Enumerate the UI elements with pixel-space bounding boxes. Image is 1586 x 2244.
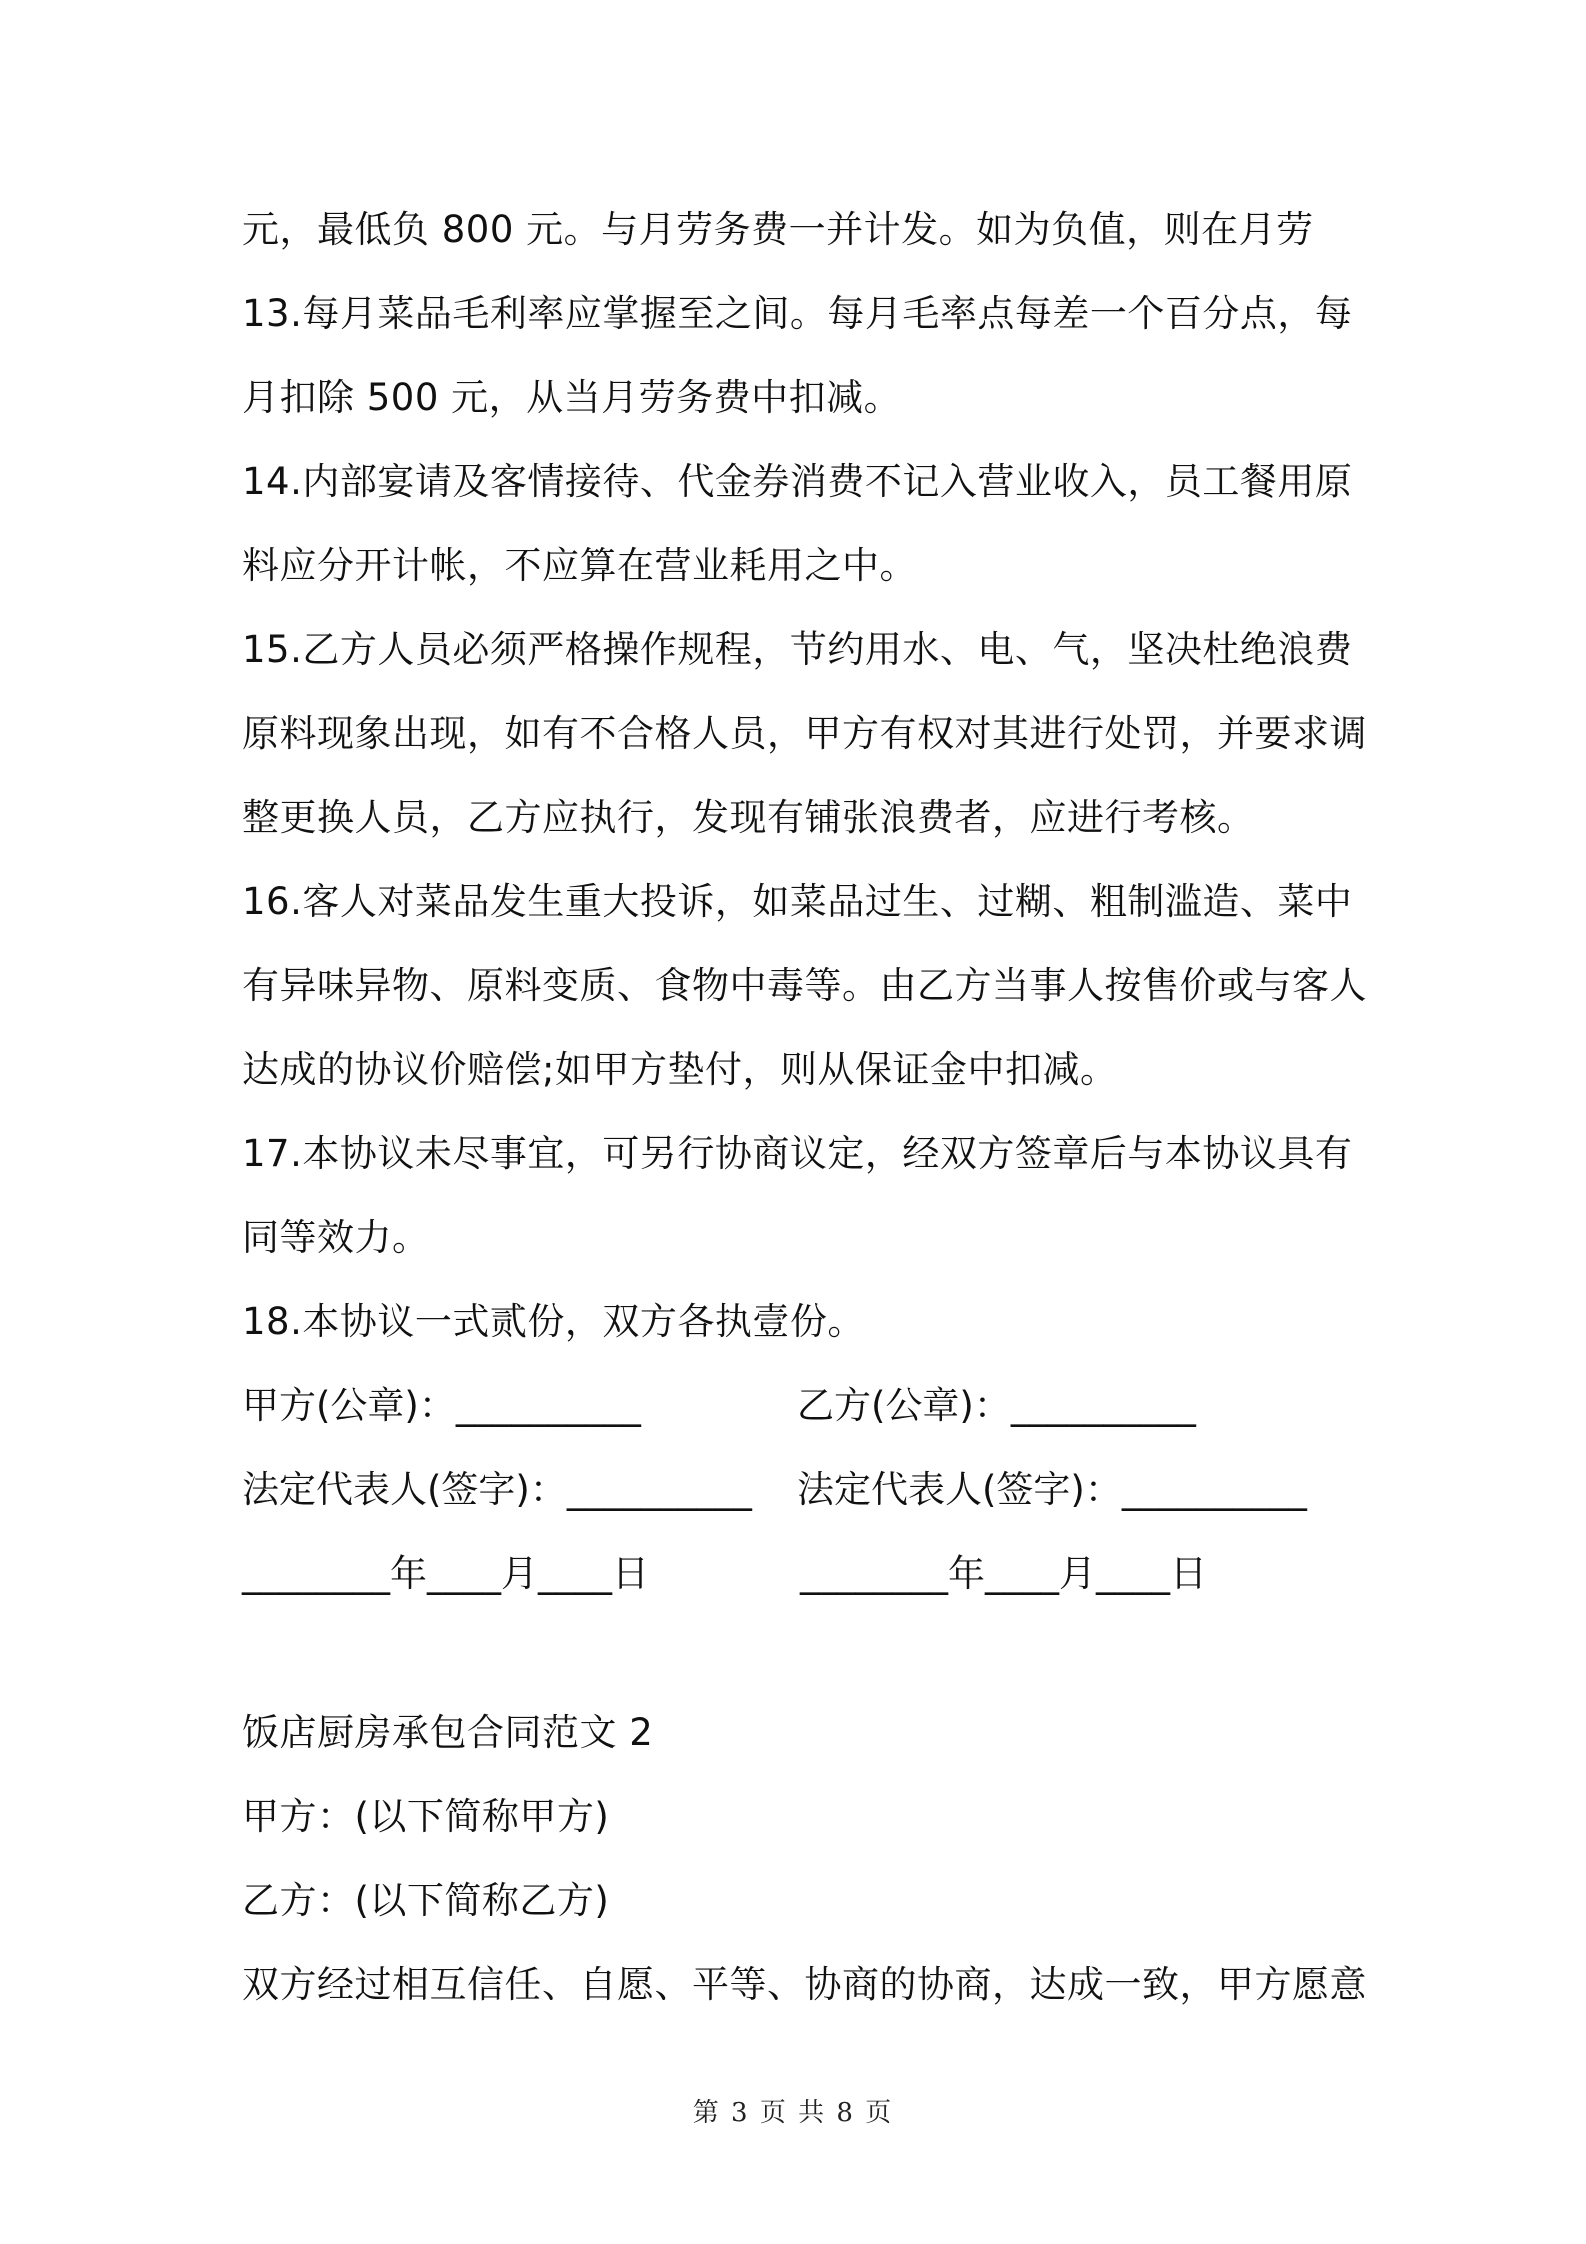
body-line: 元，最低负 800 元。与月劳务费一并计发。如为负值，则在月劳 [242,208,1314,251]
clause-13-line: 13.每月菜品毛利率应掌握至之间。每月毛率点每差一个百分点，每 [242,292,1353,335]
body-line: 月扣除 500 元，从当月劳务费中扣减。 [242,376,902,419]
body-line: 原料现象出现，如有不合格人员，甲方有权对其进行处罚，并要求调 [242,712,1367,755]
party-a-date-field: ________年____月____日 [242,1552,649,1595]
body-line: 整更换人员，乙方应执行，发现有铺张浪费者，应进行考核。 [242,796,1255,839]
party-b-line: 乙方：(以下简称乙方) [242,1879,610,1922]
party-a-line: 甲方：(以下简称甲方) [242,1795,610,1838]
body-line: 有异味异物、原料变质、食物中毒等。由乙方当事人按售价或与客人 [242,964,1367,1007]
party-b-representative-field: 法定代表人(签字)：__________ [797,1468,1307,1511]
party-b-seal-field: 乙方(公章)：__________ [797,1384,1196,1427]
clause-18-line: 18.本协议一式贰份，双方各执壹份。 [242,1300,865,1343]
clause-14-line: 14.内部宴请及客情接待、代金券消费不记入营业收入，员工餐用原 [242,460,1353,503]
party-b-date-field: ________年____月____日 [800,1552,1207,1595]
section-2-title: 饭店厨房承包合同范文 2 [242,1711,654,1754]
clause-16-line: 16.客人对菜品发生重大投诉，如菜品过生、过糊、粗制滥造、菜中 [242,880,1353,923]
clause-17-line: 17.本协议未尽事宜，可另行协商议定，经双方签章后与本协议具有 [242,1132,1353,1175]
page-number-footer: 第 3 页 共 8 页 [692,2098,894,2128]
body-line: 达成的协议价赔偿;如甲方垫付，则从保证金中扣减。 [242,1048,1118,1091]
party-a-seal-field: 甲方(公章)：__________ [242,1384,641,1427]
body-line: 同等效力。 [242,1216,430,1259]
party-a-representative-field: 法定代表人(签字)：__________ [242,1468,752,1511]
clause-15-line: 15.乙方人员必须严格操作规程，节约用水、电、气，坚决杜绝浪费 [242,628,1353,671]
body-line: 料应分开计帐，不应算在营业耗用之中。 [242,544,917,587]
intro-line: 双方经过相互信任、自愿、平等、协商的协商，达成一致，甲方愿意 [242,1963,1367,2006]
